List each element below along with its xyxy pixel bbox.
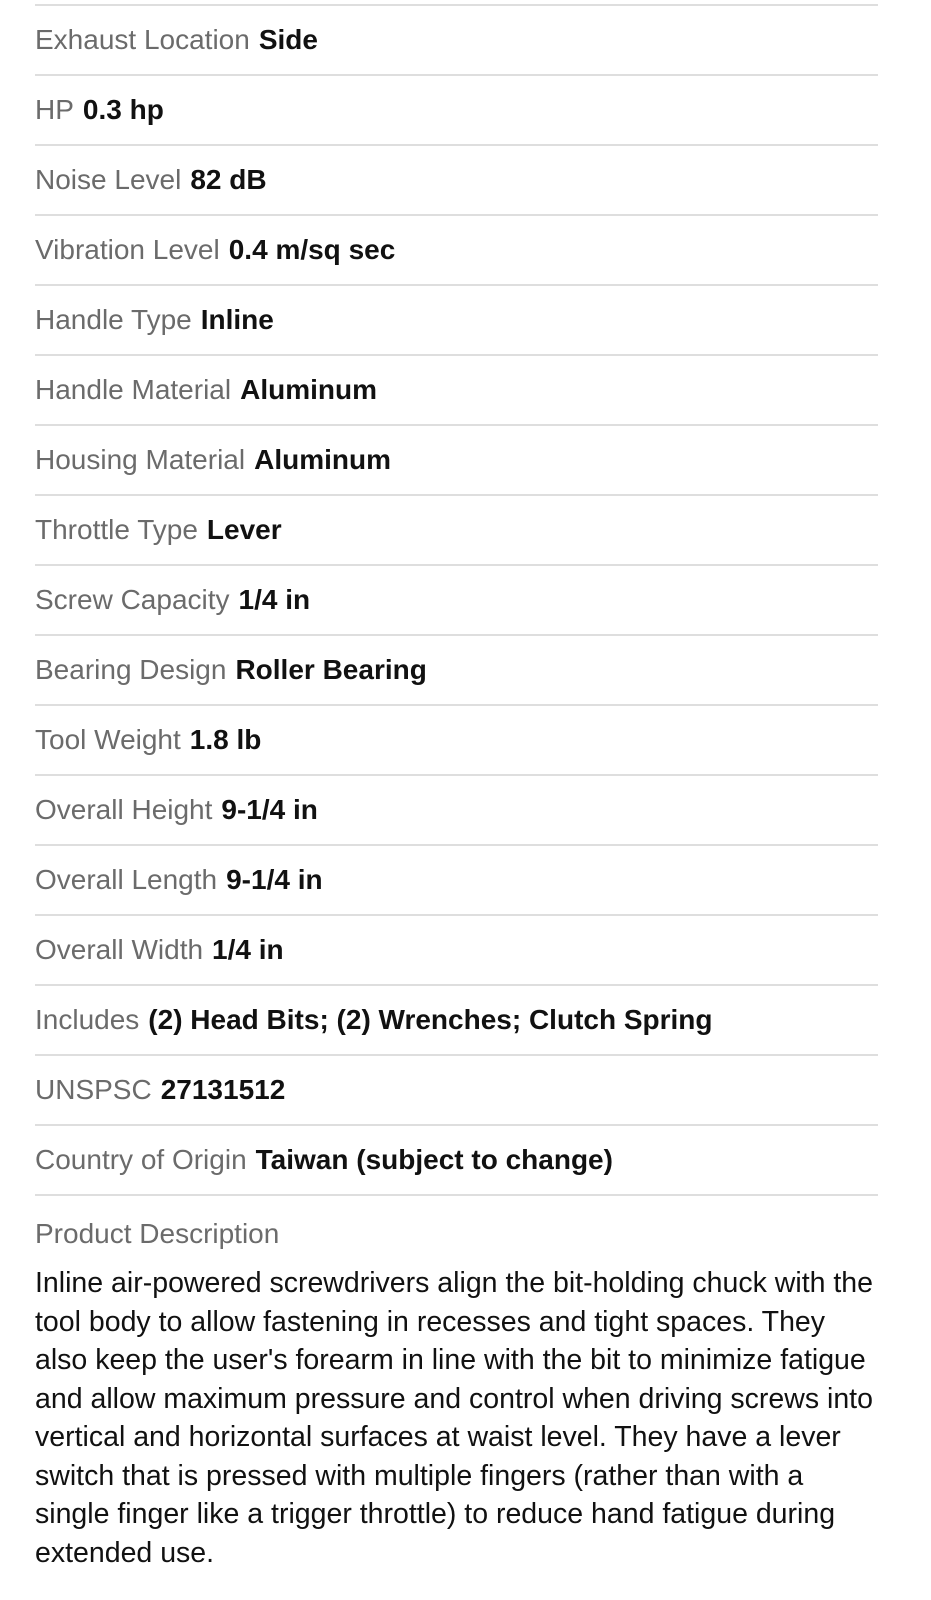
- spec-value: 9-1/4 in: [226, 864, 323, 895]
- spec-row-throttle-type: [35, 496, 878, 566]
- spec-row-hp: [35, 76, 878, 146]
- spec-value: 1/4 in: [238, 584, 311, 615]
- spec-value: Aluminum: [240, 374, 377, 405]
- spec-value: 9-1/4 in: [221, 794, 318, 825]
- spec-label: Overall Height: [35, 794, 213, 825]
- spec-label: Tool Weight: [35, 724, 181, 755]
- spec-row-unspsc: [35, 1056, 878, 1126]
- spec-row-country-of-origin: [35, 1126, 878, 1196]
- spec-label: UNSPSC: [35, 1074, 152, 1105]
- spec-label: Includes: [35, 1004, 140, 1035]
- spec-value: 27131512: [160, 1074, 286, 1105]
- spec-value: Aluminum: [254, 444, 391, 475]
- spec-row-overall-width: [35, 916, 878, 986]
- spec-row-housing-material: [35, 426, 878, 496]
- spec-value: 1/4 in: [212, 934, 284, 965]
- spec-label: Overall Width: [35, 934, 204, 965]
- spec-row-handle-type: [35, 286, 878, 356]
- spec-value: 0.4 m/sq sec: [228, 234, 396, 265]
- spec-row-handle-material: [35, 356, 878, 426]
- spec-label: Screw Capacity: [35, 584, 230, 615]
- spec-value: 0.3 hp: [82, 94, 164, 125]
- spec-row-overall-length: [35, 846, 878, 916]
- spec-label: Bearing Design: [35, 654, 227, 685]
- spec-value: Side: [258, 24, 318, 55]
- spec-label: Overall Length: [35, 864, 218, 895]
- spec-row-tool-weight: [35, 706, 878, 776]
- spec-value: Lever: [206, 514, 282, 545]
- spec-value: Inline: [200, 304, 274, 335]
- spec-value: Taiwan (subject to change): [255, 1144, 613, 1175]
- spec-row-exhaust-location: [35, 6, 878, 76]
- spec-label: Throttle Type: [35, 514, 198, 545]
- spec-row-includes: [35, 986, 878, 1056]
- spec-label: Vibration Level: [35, 234, 220, 265]
- spec-row-bearing-design: [35, 636, 878, 706]
- spec-row-overall-height: [35, 776, 878, 846]
- spec-value: 82 dB: [190, 164, 267, 195]
- spec-value: Roller Bearing: [235, 654, 427, 685]
- spec-row-noise-level: [35, 146, 878, 216]
- spec-label: HP: [35, 94, 74, 125]
- spec-value: (2) Head Bits; (2) Wrenches; Clutch Spring: [148, 1004, 713, 1035]
- spec-label: Handle Material: [35, 374, 232, 405]
- spec-row-screw-capacity: [35, 566, 878, 636]
- spec-row-vibration-level: [35, 216, 878, 286]
- spec-value: 1.8 lb: [189, 724, 262, 755]
- product-description-heading: Product Description: [35, 1218, 280, 1249]
- specifications-list: [35, 6, 878, 1196]
- spec-label: Exhaust Location: [35, 24, 250, 55]
- spec-label: Housing Material: [35, 444, 246, 475]
- spec-label: Country of Origin: [35, 1144, 247, 1175]
- spec-label: Noise Level: [35, 164, 182, 195]
- product-description-text: Inline air-powered screwdrivers align the bit-holding chuck with the tool body to allow fastening in recesses and tight spaces. They also keep the user's forearm in line with the bit to minimize fatigue and allow maximum pressure and control when driving screws into vertical and horizontal surfaces at waist level. They have a lever switch that is pressed with multiple fingers (rather than with a single finger like a trigger throttle) to reduce hand fatigue during extended use.: [35, 1267, 873, 1569]
- spec-label: Handle Type: [35, 304, 192, 335]
